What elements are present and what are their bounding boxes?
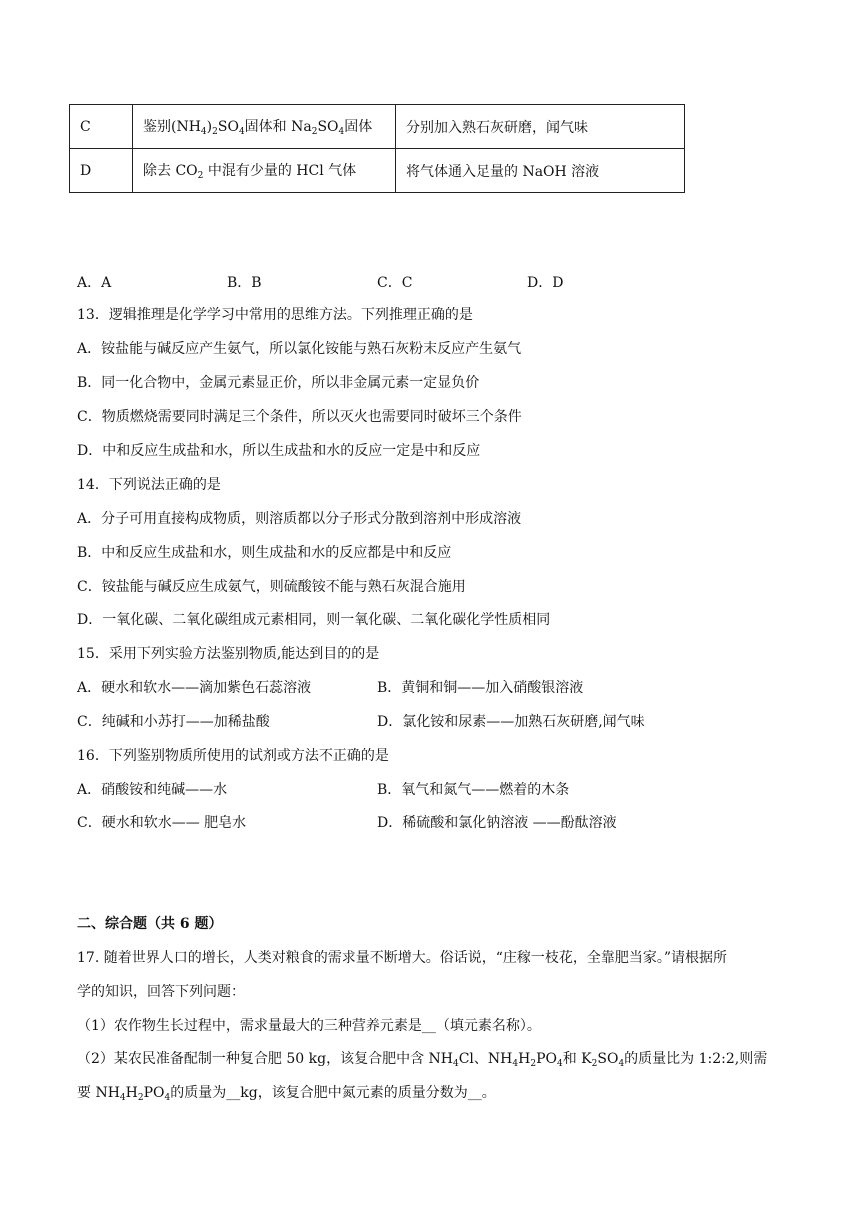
row-method: 将气体通入足量的 NaOH 溶液	[396, 149, 685, 193]
q16-option-c: C．硬水和软水—— 肥皂水	[77, 815, 247, 831]
row-task: 除去 $CO_2$ 中混有少量的 HCl 气体	[133, 149, 396, 193]
subscript: 4	[452, 1059, 459, 1069]
q15-option-d: D．氯化铵和尿素——加熟石灰研磨,闻气味	[377, 714, 645, 730]
row-letter: C	[70, 105, 133, 149]
subscript: 2	[212, 127, 218, 137]
subscript: 2	[311, 127, 318, 137]
q17-sub2-line2: 要 $NH_4H_2PO_4$的质量为__kg，该复合肥中氮元素的质量分数为__。	[77, 1085, 496, 1103]
q14-option-c: C．铵盐能与碱反应生成氨气，则硫酸铵不能与熟石灰混合施用	[77, 579, 466, 595]
subscript: 4	[200, 127, 207, 137]
q12-option-d: D．D	[527, 275, 564, 291]
q13-option-b: B．同一化合物中，金属元素显正价，所以非金属元素一定显负价	[77, 375, 480, 391]
subscript: 4	[556, 1059, 563, 1069]
q16-stem: 16．下列鉴别物质所使用的试剂或方法不正确的是	[77, 748, 389, 764]
row-method: 分别加入熟石灰研磨，闻气味	[396, 105, 685, 149]
q14-stem: 14．下列说法正确的是	[77, 477, 221, 493]
subscript: 2	[591, 1059, 598, 1069]
subscript: 2	[197, 171, 204, 181]
subscript: 4	[512, 1059, 519, 1069]
table-row	[70, 149, 685, 193]
section-heading: 二、综合题（共 6 题）	[77, 916, 223, 932]
q12-option-a: A．A	[77, 275, 112, 291]
q13-option-a: A．铵盐能与碱反应产生氨气，所以氯化铵能与熟石灰粉末反应产生氨气	[77, 341, 522, 357]
q16-option-d: D．稀硫酸和氯化钠溶液 ——酚酞溶液	[377, 815, 617, 831]
subscript: 2	[530, 1059, 537, 1069]
row-letter: D	[70, 149, 133, 193]
q15-stem: 15．采用下列实验方法鉴别物质,能达到目的的是	[77, 646, 380, 662]
subscript: 4	[119, 1093, 126, 1103]
q16-option-a: A．硝酸铵和纯碱——水	[77, 782, 228, 798]
q14-option-b: B．中和反应生成盐和水，则生成盐和水的反应都是中和反应	[77, 545, 452, 561]
subscript: 4	[618, 1059, 625, 1069]
subscript: 4	[164, 1093, 171, 1103]
q17-sub1: （1）农作物生长过程中，需求量最大的三种营养元素是__（填元素名称）。	[77, 1018, 541, 1034]
q15-option-b: B．黄铜和铜——加入硝酸银溶液	[377, 680, 584, 696]
subscript: 2	[137, 1093, 144, 1103]
table-row	[70, 105, 685, 149]
q17-stem-line1: 17. 随着世界人口的增长，人类对粮食的需求量不断增大。俗话说，“庄稼一枝花，全靠肥当家。”请根据所	[77, 950, 728, 966]
q13-option-c: C．物质燃烧需要同时满足三个条件，所以灭火也需要同时破坏三个条件	[77, 409, 522, 425]
q17-stem-line2: 学的知识，回答下列问题：	[77, 984, 245, 1000]
row-task: 鉴别$(NH_4)_2SO_4$固体和 $Na_2SO_4$固体	[133, 105, 396, 149]
q15-option-a: A．硬水和软水——滴加紫色石蕊溶液	[77, 680, 312, 696]
q17-sub2-line1: （2）某农民准备配制一种复合肥 50 kg，该复合肥中含 $NH_4Cl$、$NH_4H_2PO_4$和 $K_2SO_4$的质量比为 1:2:2,则需	[77, 1051, 768, 1069]
subscript: 4	[238, 127, 245, 137]
option-table	[69, 104, 685, 193]
q14-option-d: D．一氧化碳、二氧化碳组成元素相同，则一氧化碳、二氧化碳化学性质相同	[77, 612, 551, 628]
subscript: 4	[338, 127, 345, 137]
q16-option-b: B．氧气和氮气——燃着的木条	[377, 782, 570, 798]
q13-option-d: D．中和反应生成盐和水，所以生成盐和水的反应一定是中和反应	[77, 443, 481, 459]
q15-option-c: C．纯碱和小苏打——加稀盐酸	[77, 714, 270, 730]
q12-option-b: B．B	[227, 275, 262, 291]
q13-stem: 13．逻辑推理是化学学习中常用的思维方法。下列推理正确的是	[77, 307, 473, 323]
q12-options	[77, 272, 677, 292]
q14-option-a: A．分子可用直接构成物质，则溶质都以分子形式分散到溶剂中形成溶液	[77, 511, 522, 527]
q12-option-c: C．C	[377, 275, 413, 291]
